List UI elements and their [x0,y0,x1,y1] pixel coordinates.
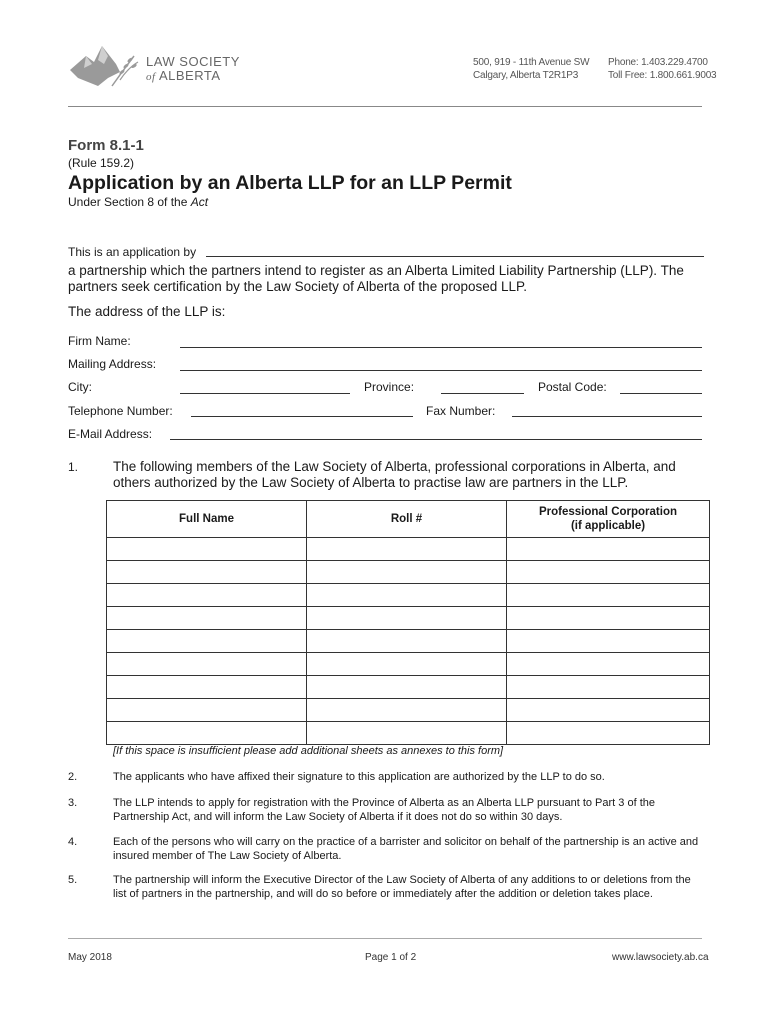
roll-number-cell[interactable] [307,653,507,676]
item-3-number: 3. [68,797,78,809]
subtitle-act: Act [190,195,209,209]
item-5-number: 5. [68,874,78,886]
professional-corporation-cell[interactable] [507,676,710,699]
full-name-cell[interactable] [107,538,307,561]
roll-number-cell[interactable] [307,630,507,653]
item-4-number: 4. [68,836,78,848]
partners-table [106,500,710,745]
item-2-number: 2. [68,771,78,783]
postal-code-label: Postal Code: [538,380,607,394]
footer-divider [68,938,702,939]
firm-name-label: Firm Name: [68,334,131,348]
professional-corporation-cell[interactable] [507,607,710,630]
phone: Phone: 1.403.229.4700 [608,57,708,68]
application-by-field[interactable] [206,256,704,257]
fax-label: Fax Number: [426,404,496,418]
footer-website[interactable]: www.lawsociety.ab.ca [612,952,709,963]
table-row [107,699,710,722]
table-row [107,653,710,676]
professional-corporation-cell[interactable] [507,653,710,676]
postal-code-field[interactable] [620,393,702,394]
full-name-cell[interactable] [107,607,307,630]
address-heading: The address of the LLP is: [68,304,226,319]
mountain-wheat-logo-icon [68,42,140,90]
logo-line2-text: ALBERTA [158,68,221,83]
item-2-text: The applicants who have affixed their signature to this application are authorized by the LLP to do so. [113,771,605,783]
professional-corporation-cell[interactable] [507,699,710,722]
form-rule: (Rule 159.2) [68,156,135,170]
mailing-address-field[interactable] [180,370,702,371]
professional-corporation-cell[interactable] [507,584,710,607]
table-row [107,630,710,653]
email-label: E-Mail Address: [68,427,153,441]
item-4-text: Each of the persons who will carry on the practice of a barrister and solicitor on behalf of the partnership is an active and insured member of The Law Society of Alberta. [113,836,699,862]
telephone-label: Telephone Number: [68,404,173,418]
header-address [473,56,589,82]
table-row [107,584,710,607]
table-row [107,676,710,699]
form-number: Form 8.1-1 [68,137,144,154]
full-name-cell[interactable] [107,676,307,699]
roll-number-cell[interactable] [307,538,507,561]
address-line-1: 500, 919 - 11th Avenue SW [473,57,590,68]
full-name-cell[interactable] [107,653,307,676]
full-name-cell[interactable] [107,584,307,607]
city-label: City: [68,380,92,394]
roll-number-cell[interactable] [307,722,507,745]
roll-number-cell[interactable] [307,584,507,607]
full-name-cell[interactable] [107,699,307,722]
city-field[interactable] [180,393,350,394]
roll-number-cell[interactable] [307,561,507,584]
roll-number-cell[interactable] [307,676,507,699]
table-row [107,538,710,561]
professional-corporation-cell[interactable] [507,538,710,561]
subtitle-prefix: Under Section 8 of the [68,195,191,209]
full-name-cell[interactable] [107,722,307,745]
logo-line2-prefix: of [146,71,156,83]
item-1-number: 1. [68,460,79,474]
roll-number-cell[interactable] [307,699,507,722]
professional-corporation-cell[interactable] [507,630,710,653]
table-row [107,561,710,584]
logo [68,42,248,90]
telephone-field[interactable] [191,416,413,417]
item-3-text: The LLP intends to apply for registration with the Province of Alberta as an Alberta LLP pursuant to Part 3 of the Partnership Act, and will inform the Law Society of Alberta if it does not do so within 30 days. [113,797,655,823]
roll-number-cell[interactable] [307,607,507,630]
page-title: Application by an Alberta LLP for an LLP Permit [68,172,512,194]
firm-name-field[interactable] [180,347,702,348]
toll-free: Toll Free: 1.800.661.9003 [608,70,717,81]
roll-number-header: Roll # [307,501,507,538]
address-line-2: Calgary, Alberta T2R1P3 [473,70,579,81]
partnership-description: a partnership which the partners intend to register as an Alberta Limited Liability Partnership (LLP). The partners seek certification by the Law Society of Alberta of the proposed LLP. [68,263,684,294]
footer-date: May 2018 [68,952,112,963]
province-label: Province: [364,380,415,394]
table-header-row [107,501,710,538]
professional-corporation-header: Professional Corporation (if applicable) [507,501,710,538]
full-name-cell[interactable] [107,561,307,584]
fax-field[interactable] [512,416,702,417]
header-divider [68,106,702,107]
footer-page: Page 1 of 2 [365,952,417,963]
table-row [107,607,710,630]
professional-corporation-cell[interactable] [507,561,710,584]
full-name-cell[interactable] [107,630,307,653]
professional-corporation-cell[interactable] [507,722,710,745]
full-name-header: Full Name [107,501,307,538]
item-1-text: The following members of the Law Society of Alberta, professional corporations in Alberta, and others authorized by the Law Society of Alberta to practise law are partners in the LLP. [113,459,676,490]
table-row [107,722,710,745]
item-5-text: The partnership will inform the Executive Director of the Law Society of Alberta of any additions to or deletions from the list of partners in the partnership, and will do so before or immediately after the addition or deletion takes place. [113,874,691,900]
province-field[interactable] [441,393,524,394]
header-contact [608,56,716,82]
logo-line1: LAW SOCIETY [146,54,240,69]
email-field[interactable] [170,439,702,440]
insufficient-space-note: [If this space is insufficient please add additional sheets as annexes to this form] [113,745,504,757]
mailing-address-label: Mailing Address: [68,357,157,371]
form-subtitle [68,195,208,209]
application-by-label: This is an application by [68,245,197,259]
logo-line2 [146,68,221,83]
